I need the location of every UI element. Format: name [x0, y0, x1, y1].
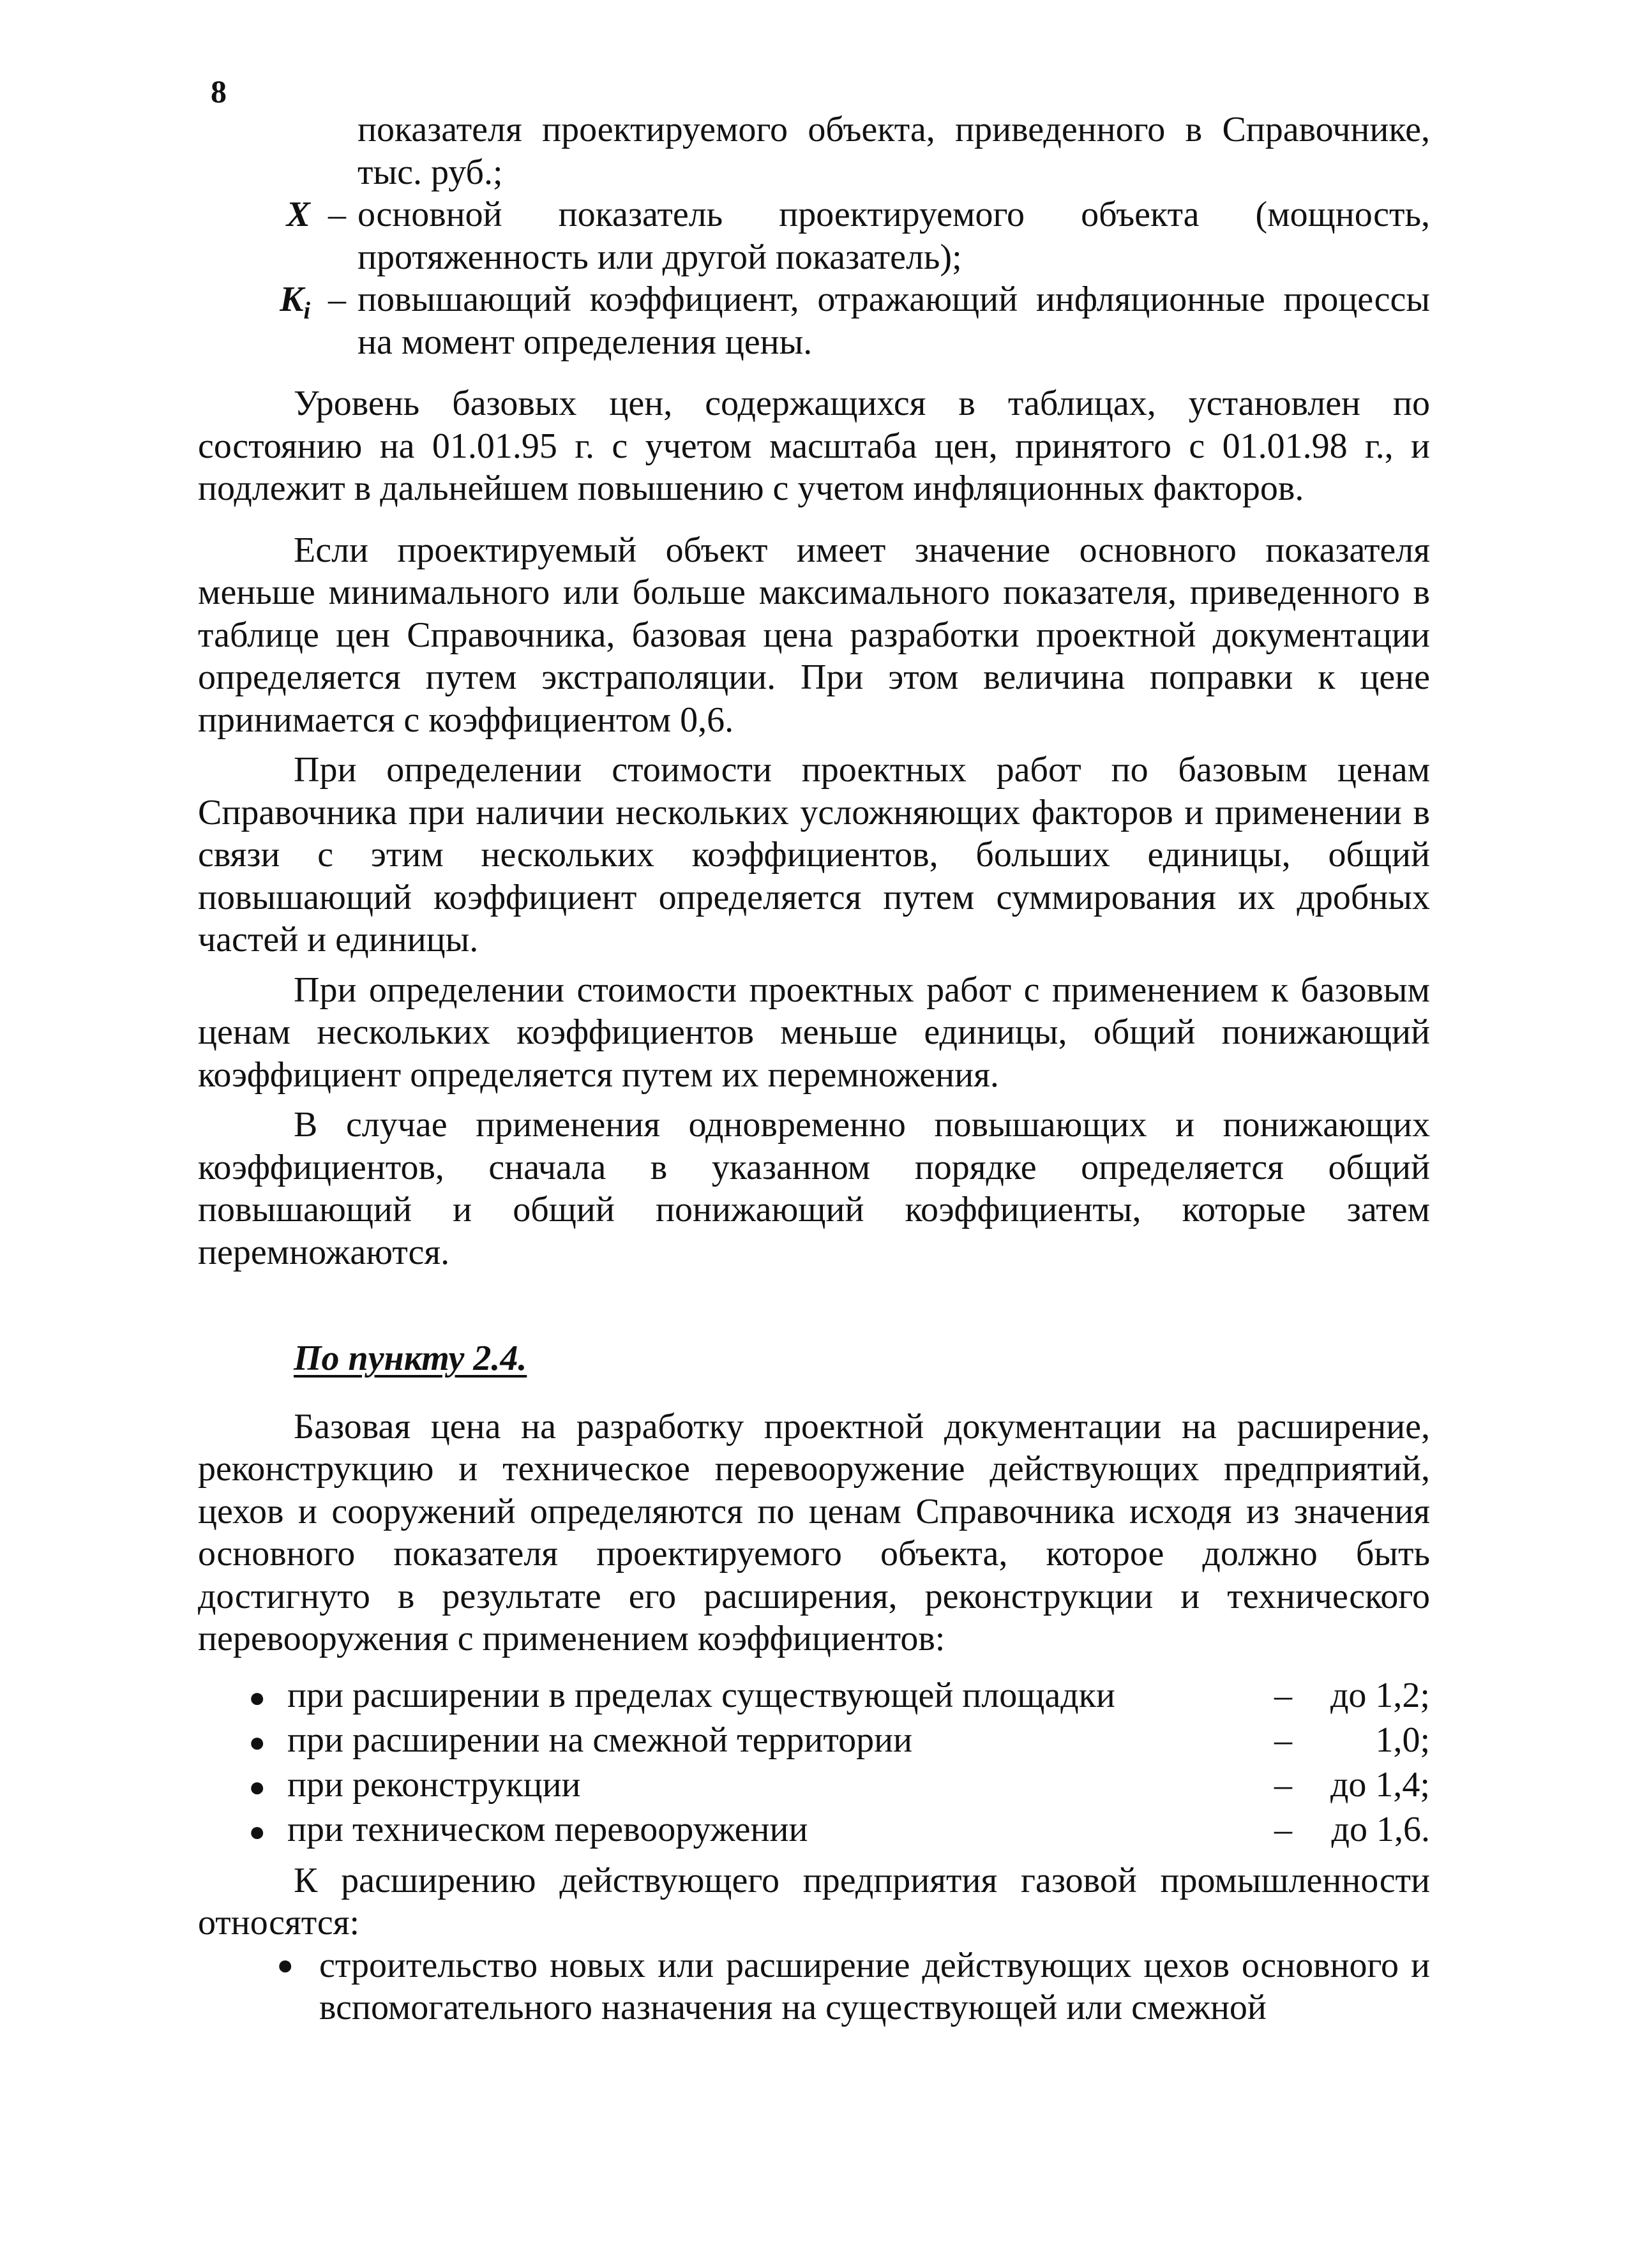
- definition-row: [198, 193, 1430, 278]
- bullet-icon: ●: [248, 1681, 266, 1713]
- definition-text: основной показатель проектируемого объекта (мощность, протяженность или другой показатель);: [358, 195, 1430, 277]
- coefficient-list: [198, 1674, 1430, 1853]
- list-item: [198, 1944, 1430, 2029]
- bullet-icon: ●: [248, 1815, 266, 1847]
- works-list: [198, 1944, 1430, 2029]
- list-item: [198, 1719, 1430, 1764]
- coefficient-value: 1,0;: [1375, 1720, 1430, 1760]
- definition-dash: [317, 109, 358, 193]
- definition-text: показателя проектируемого объекта, приведенного в Справочнике, тыс. руб.;: [358, 110, 1430, 192]
- section-heading: По пункту 2.4.: [294, 1339, 527, 1378]
- paragraph-combined-coefficients: В случае применения одновременно повышающих и понижающих коэффициентов, сначала в указанном порядке определяется общий повышающий и общий понижающий коэффициенты, которые затем перемножаются.: [198, 1105, 1430, 1272]
- coefficient-dash: –: [1274, 1809, 1292, 1849]
- definition-row: [198, 278, 1430, 363]
- symbol-subscript-i: i: [303, 297, 310, 325]
- symbol-k: K: [280, 280, 304, 319]
- coefficient-label: при техническом перевооружении: [287, 1809, 808, 1849]
- definition-text: повышающий коэффициент, отражающий инфляционные процессы на момент определения цены.: [358, 280, 1430, 362]
- bullet-icon: ●: [248, 1771, 266, 1803]
- paragraph-increasing-coefficients: При определении стоимости проектных работ по базовым ценам Справочника при наличии нескольких усложняющих факторов и применении в связи с этим нескольких коэффициентов, больших единицы, общий повышающий коэффициент определяется путем суммирования их дробных частей и единицы.: [198, 750, 1430, 959]
- paragraph-expansion-includes: К расширению действующего предприятия газовой промышленности относятся:: [198, 1860, 1430, 1942]
- page-body: [198, 109, 1430, 2029]
- coefficient-dash: –: [1274, 1764, 1292, 1805]
- list-item: [198, 1764, 1430, 1808]
- list-item: [198, 1674, 1430, 1719]
- coefficient-dash: –: [1274, 1675, 1292, 1715]
- coefficient-label: при реконструкции: [287, 1764, 581, 1805]
- coefficient-label: при расширении в пределах существующей площадки: [287, 1675, 1115, 1715]
- paragraph-base-price: Базовая цена на разработку проектной документации на расширение, реконструкцию и техническое перевооружение действующих предприятий, цехов и сооружений определяются по ценам Справочника исходя из значения основного показателя проектируемого объекта, которое должно быть достигнуто в результате его расширения, реконструкции и технического перевооружения с применением коэффициентов:: [198, 1406, 1430, 1658]
- bullet-icon: ●: [248, 1726, 266, 1758]
- page-number: 8: [211, 73, 227, 109]
- definition-dash: –: [328, 280, 346, 319]
- coefficient-value: до 1,2;: [1330, 1675, 1430, 1715]
- definition-symbol: [198, 278, 317, 363]
- coefficient-dash: –: [1274, 1720, 1292, 1760]
- bullet-icon: ●: [276, 1949, 294, 1981]
- work-text: строительство новых или расширение действующих цехов основного и вспомогательного назначения на существующей или смежной: [319, 1945, 1430, 2027]
- paragraph-extrapolation: Если проектируемый объект имеет значение основного показателя меньше минимального или больше максимального показателя, приведенного в таблице цен Справочника, базовая цена разработки проектной документации определяется путем экстраполяции. При этом величина поправки к цене принимается с коэффициентом 0,6.: [198, 530, 1430, 740]
- definition-symbol: [198, 109, 317, 193]
- coefficient-label: при расширении на смежной территории: [287, 1720, 913, 1760]
- paragraph-price-level: Уровень базовых цен, содержащихся в таблицах, установлен по состоянию на 01.01.95 г. с учетом масштаба цен, принятого с 01.01.98 г., и подлежит в дальнейшем повышению с учетом инфляционных факторов.: [198, 384, 1430, 508]
- definition-symbol: X: [286, 195, 310, 234]
- list-item: [198, 1808, 1430, 1853]
- coefficient-value: до 1,6.: [1331, 1809, 1430, 1849]
- paragraph-decreasing-coefficients: При определении стоимости проектных работ с применением к базовым ценам нескольких коэффициентов меньше единицы, общий понижающий коэффициент определяется путем их перемножения.: [198, 970, 1430, 1095]
- definitions-list: [198, 109, 1430, 363]
- definition-dash: –: [328, 195, 346, 234]
- definition-row: [198, 109, 1430, 193]
- coefficient-value: до 1,4;: [1330, 1764, 1430, 1805]
